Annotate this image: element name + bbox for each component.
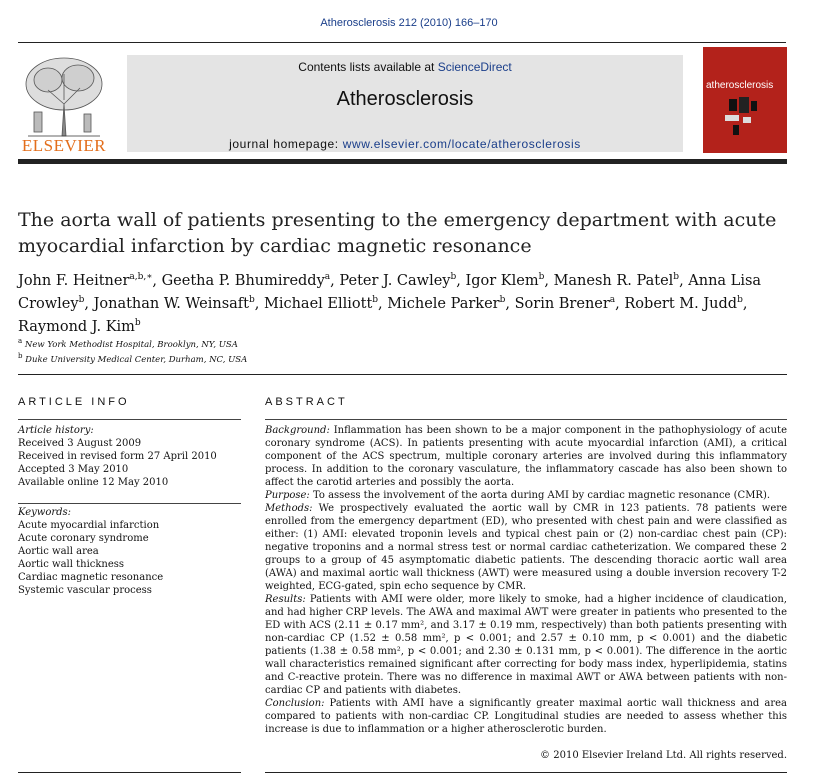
homepage-line: [127, 137, 683, 151]
keyword-item: Aortic wall thickness: [18, 559, 125, 570]
affiliation-text: New York Methodist Hospital, Brooklyn, NY, USA: [22, 339, 238, 350]
author-affiliation-marker: b: [673, 272, 680, 282]
author-name[interactable]: Geetha P. Bhumireddy: [161, 272, 325, 289]
journal-citation[interactable]: Atherosclerosis 212 (2010) 166–170: [320, 17, 498, 29]
affiliation-item: [18, 351, 247, 366]
abstract-section-label: Conclusion:: [265, 698, 325, 709]
affiliations: [18, 336, 247, 367]
abstract-background: [265, 424, 787, 489]
abstract-body: [265, 424, 787, 736]
affiliation-marker: a: [18, 337, 23, 345]
section-rule: [18, 374, 787, 375]
article-title: The aorta wall of patients presenting to the emergency department with acute myocardial infarction by cardiac magnetic resonance: [18, 209, 777, 257]
author-affiliation-marker: a: [609, 294, 616, 305]
author-affiliation-marker: b: [737, 294, 743, 305]
abstract-methods: [265, 502, 787, 593]
history-item: Received in revised form 27 April 2010: [18, 451, 217, 462]
journal-banner: [127, 55, 683, 152]
publisher-name[interactable]: ELSEVIER: [21, 136, 107, 155]
author-name[interactable]: Jonathan W. Weinsaft: [93, 295, 249, 312]
copyright-notice: © 2010 Elsevier Ireland Ltd. All rights reserved.: [540, 750, 787, 761]
author-affiliation-marker: b: [372, 294, 379, 305]
author-name[interactable]: Michele Parker: [387, 295, 500, 312]
abstract-section-text: To assess the involvement of the aorta during AMI by cardiac magnetic resonance (CMR).: [309, 490, 771, 501]
abstract-conclusion: [265, 697, 787, 736]
history-label: Article history:: [18, 425, 94, 436]
keyword-item: Acute coronary syndrome: [18, 533, 149, 544]
header-rule: [18, 159, 787, 164]
affiliation-item: [18, 336, 247, 351]
abstract-section-label: Background:: [265, 425, 330, 436]
article-info-heading: ARTICLE INFO: [18, 396, 130, 408]
author-name[interactable]: Sorin Brener: [514, 295, 610, 312]
abstract-section-text: Patients with AMI have a significantly greater maximal aortic wall thickness and area compared to patients with non-cardiac CP. Longitudinal studies are needed to assess whether this increase is due to inflammation or a higher atherosclerotic burden.: [265, 698, 787, 735]
author-affiliation-marker: b: [134, 317, 141, 328]
abstract-section-label: Methods:: [265, 503, 313, 514]
author-name[interactable]: Anna Lisa Crowley: [18, 272, 762, 312]
keyword-item: Acute myocardial infarction: [18, 520, 160, 531]
abstract-section-text: Patients with AMI were older, more likely to smoke, had a higher incidence of claudication, and had higher CRP levels. The AWA and maximal AWT were greater in patients who presented to the ED with ACS (2.11 ± 0.17 mm², and 3.17 ± 0.19 mm, respectively) than both patients presenting with non-cardiac CP (1.52 ± 0.58 mm², p < 0.001; and 2.57 ± 0.10 mm, p < 0.001) and the diabetic patients (1.38 ± 0.58 mm², p < 0.001; and 2.30 ± 0.131 mm, p < 0.001). The difference in the aortic wall characteristics remained significant after correcting for body mass index, hyperlipidemia, statins and C-reactive protein. There was no difference in maximal AWT or AWA between patients with non-cardiac CP and patients with diabetes.: [265, 594, 787, 696]
cover-title: atherosclerosis: [706, 80, 774, 91]
author-list: John F. Heitner$^{a,b,∗}$, Geetha P. Bhumireddy$^a$, Peter J. Cawley$^b$, Igor Klem$^b$, Manesh R. Patel$^b$, Anna Lisa Crowley$^b$, Jonathan W. Weinsaft$^b$, Michael Elliott$^b$, Michele Parker$^b$, Sorin Brener$^a$, Robert M. Judd$^b$, Raymond J. Kim$^b$: [18, 272, 762, 335]
history-item: Accepted 3 May 2010: [18, 464, 129, 475]
top-rule: [18, 42, 786, 43]
footer-rule-left: [18, 772, 241, 773]
author-name[interactable]: Manesh R. Patel: [553, 272, 674, 289]
keyword-item: Systemic vascular process: [18, 585, 152, 596]
author-affiliation-marker: b: [499, 294, 506, 305]
keywords-rule: [18, 503, 241, 504]
history-item: Available online 12 May 2010: [18, 477, 169, 488]
keywords: [18, 506, 163, 597]
abstract-results: [265, 593, 787, 697]
homepage-link[interactable]: www.elsevier.com/locate/atherosclerosis: [342, 137, 581, 151]
affiliation-text: Duke University Medical Center, Durham, NC, USA: [22, 355, 248, 366]
sciencedirect-link[interactable]: ScienceDirect: [437, 60, 512, 74]
author-affiliation-marker: b: [78, 294, 85, 305]
author-affiliation-marker: b: [450, 272, 457, 282]
author-affiliation-marker: a,b,∗: [129, 272, 153, 282]
author-name[interactable]: Igor Klem: [465, 272, 539, 289]
author-name[interactable]: Robert M. Judd: [624, 295, 738, 312]
cover-pattern: [703, 47, 787, 153]
footer-rule-right: [265, 772, 787, 773]
author-name[interactable]: Peter J. Cawley: [339, 272, 451, 289]
abstract-section-label: Purpose:: [265, 490, 310, 501]
abstract-section-text: Inflammation has been shown to be a major component in the pathophysiology of acute coronary syndrome (ACS). In patients presenting with acute myocardial infarction (AMI), a critical component of the ACS spectrum, multiple coronary arteries are involved during this inflammatory process. In addition to the coronary vasculature, the inflammatory cascade has also been shown to affect the carotid arteries and possibly the aorta.: [265, 425, 787, 488]
author-name[interactable]: Michael Elliott: [263, 295, 373, 312]
journal-cover-thumbnail[interactable]: [703, 47, 787, 153]
info-rule: [18, 419, 241, 420]
journal-name: Atherosclerosis: [336, 88, 474, 110]
history-item: Received 3 August 2009: [18, 438, 142, 449]
keywords-label: Keywords:: [18, 507, 72, 518]
contents-line: [127, 60, 683, 74]
author-affiliation-marker: b: [249, 294, 255, 305]
abstract-section-label: Results:: [265, 594, 306, 605]
author-affiliation-marker: b: [538, 272, 545, 282]
article-history: [18, 424, 217, 489]
abstract-section-text: We prospectively evaluated the aortic wall by CMR in 123 patients. 78 patients were enrolled from the emergency department (ED), who presented with chest pain and were classified as either: (1) AMI: elevated troponin levels and typical chest pain or (2) non-cardiac chest pain (CP): negative troponins and a normal stress test or normal cardiac catheterization. We compared these 2 groups to a group of 45 asymptomatic diabetic patients. The descending thoracic aortic wall area (AWA) and maximal aortic wall thickness (AWT) were measured using a double inversion recovery T-2 weighted, ECG-gated, spin echo sequence by CMR.: [265, 503, 787, 592]
keyword-item: Cardiac magnetic resonance: [18, 572, 164, 583]
homepage-prefix: journal homepage:: [229, 137, 343, 151]
author-name[interactable]: John F. Heitner: [18, 272, 130, 289]
author-name[interactable]: Raymond J. Kim: [18, 318, 135, 335]
contents-prefix: Contents lists available at: [298, 60, 438, 74]
affiliation-marker: b: [18, 352, 23, 361]
abstract-purpose: [265, 489, 787, 502]
keyword-item: Aortic wall area: [18, 546, 99, 557]
abstract-heading: ABSTRACT: [265, 396, 348, 408]
abstract-rule: [265, 419, 787, 420]
author-affiliation-marker: a: [324, 272, 331, 282]
